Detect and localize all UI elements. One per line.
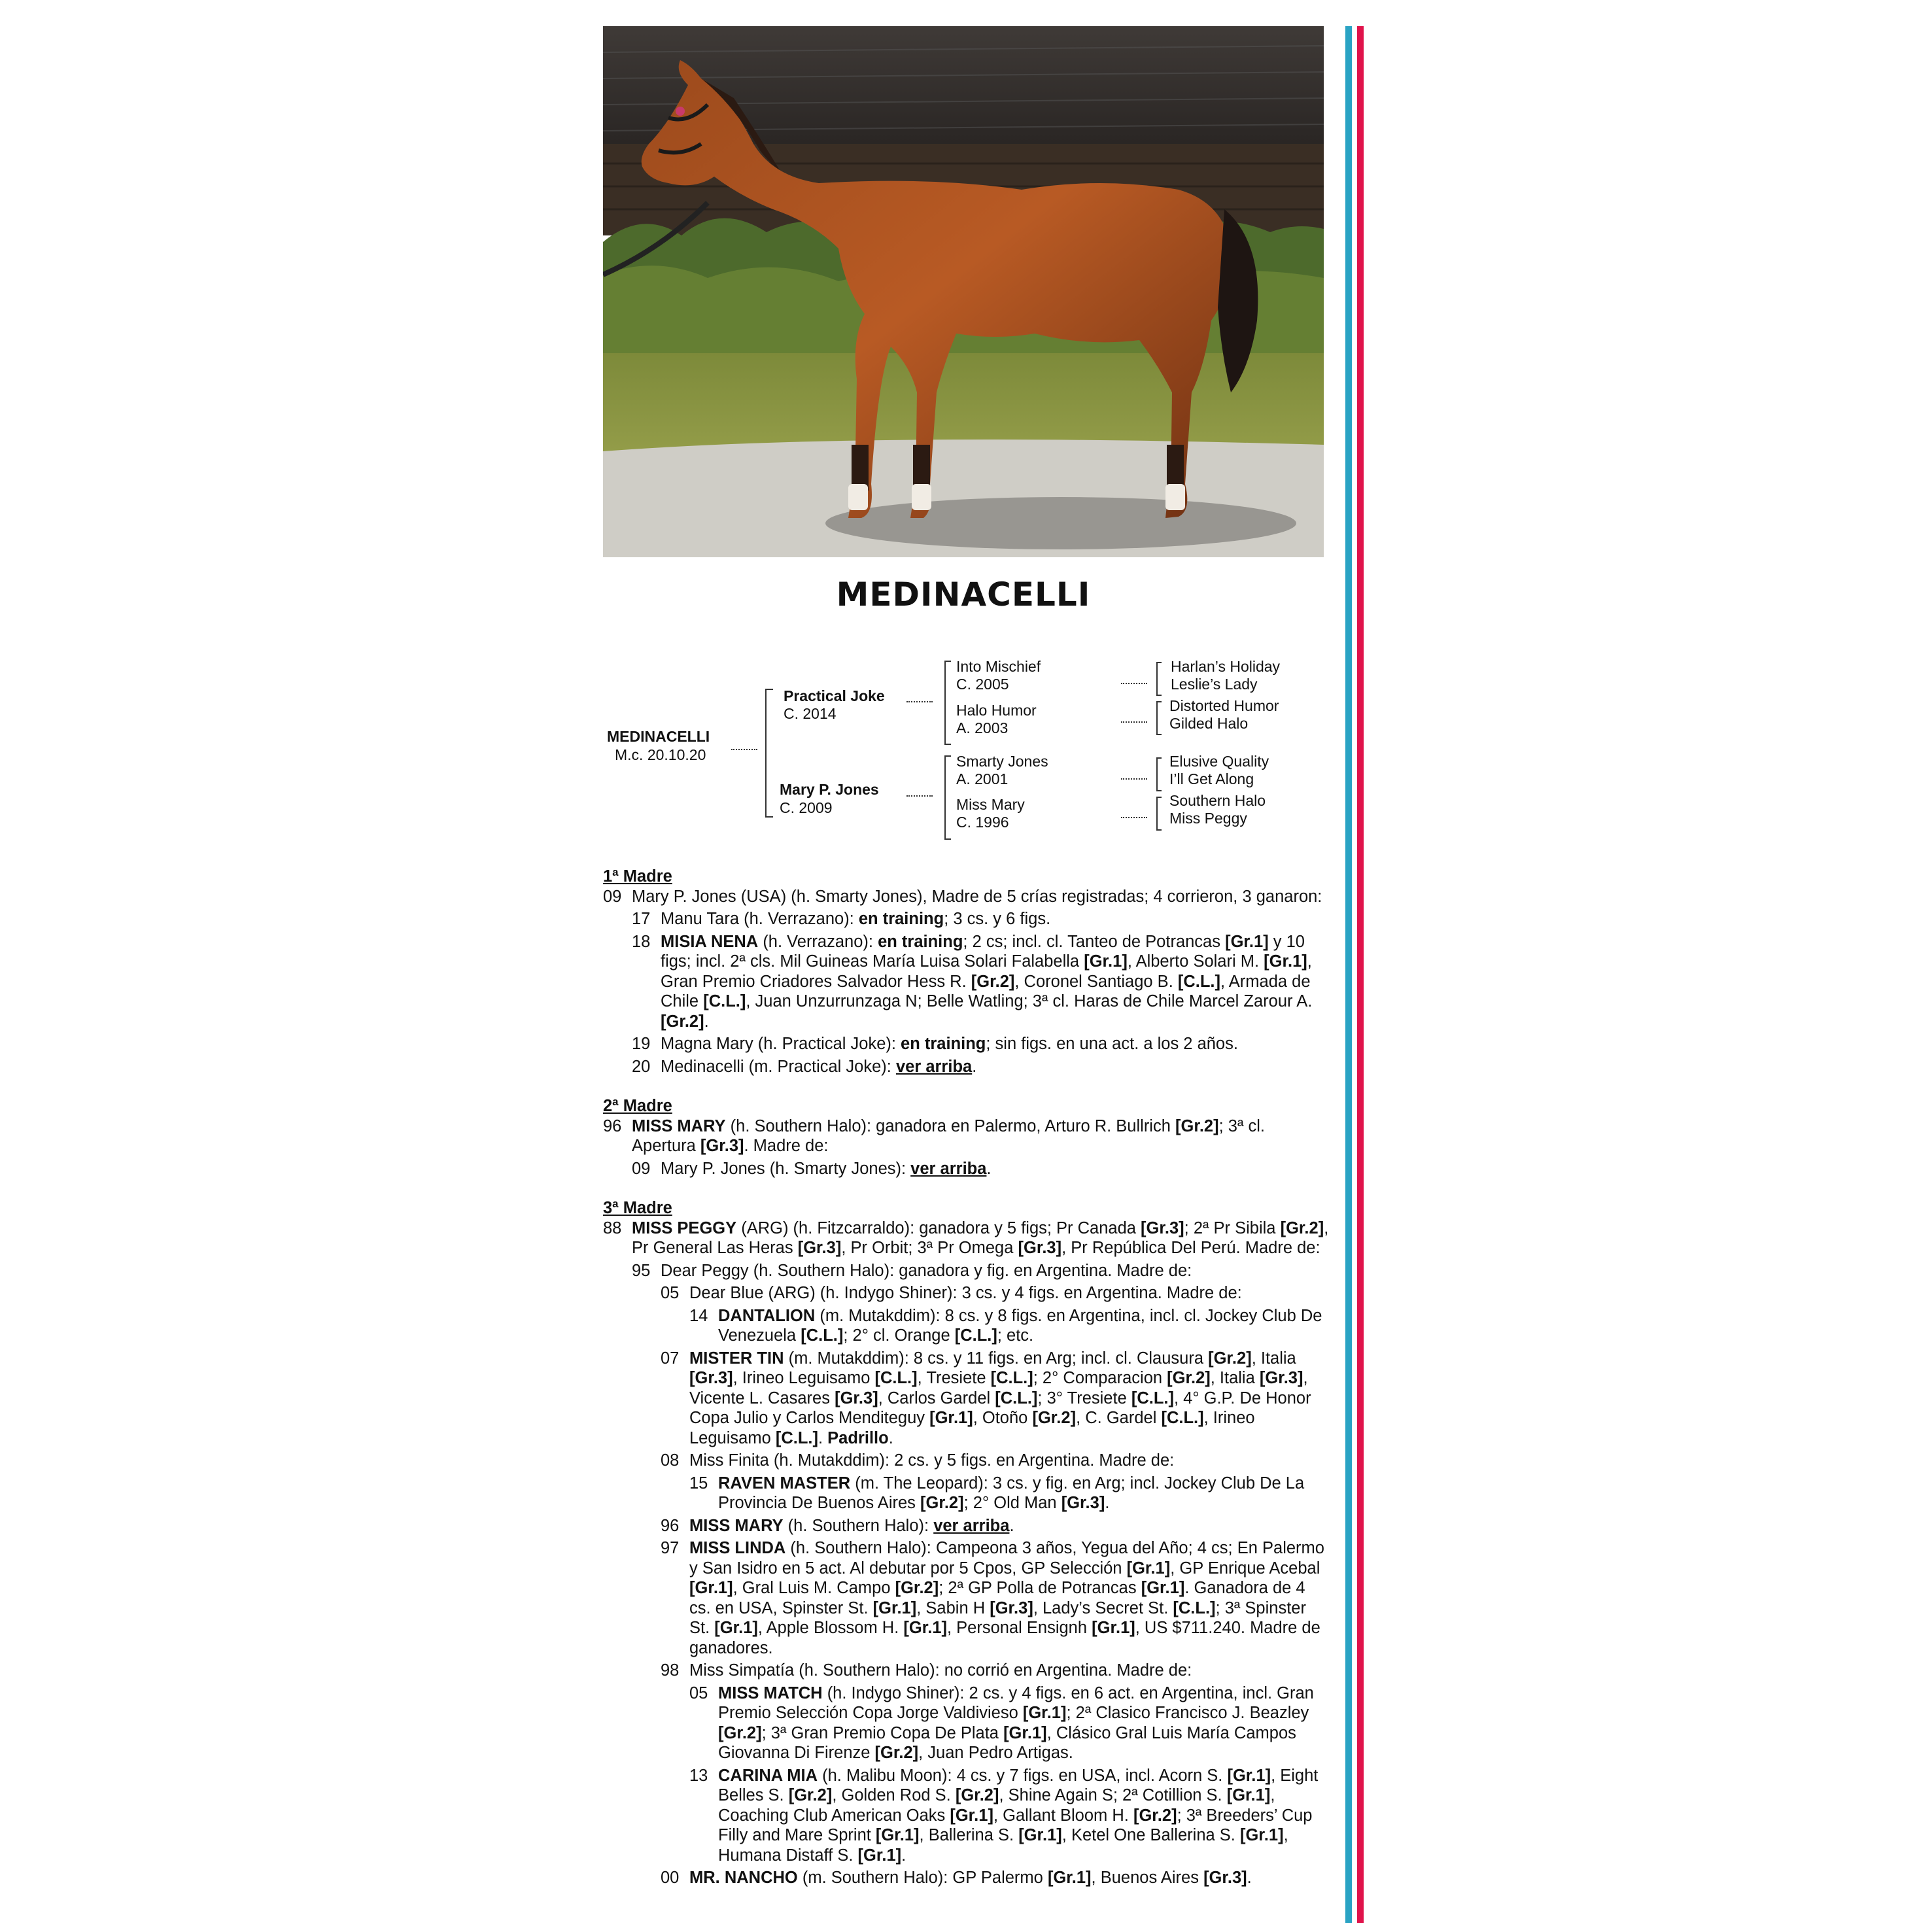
entry-year: 15 [689, 1474, 708, 1492]
entry-year: 00 [661, 1869, 680, 1887]
entry-year: 96 [661, 1516, 680, 1535]
entry-year: 18 [632, 932, 651, 951]
pedigree-ds-info: A. 2001 [956, 770, 1009, 787]
entry-year: 09 [603, 887, 622, 906]
pedigree-entry [603, 1116, 1329, 1156]
entry-year: 98 [661, 1661, 680, 1680]
entry-text: Manu Tara (h. Verrazano): en training; 3 cs. y 6 figs. [661, 910, 1051, 928]
pedigree-entry [603, 1451, 1329, 1471]
pedigree-entry [603, 887, 1329, 907]
entry-year: 20 [632, 1057, 651, 1076]
pedigree-sd-name: Halo Humor [956, 702, 1037, 719]
entry-year: 96 [603, 1116, 622, 1135]
pedigree-entry [603, 1516, 1329, 1536]
pedigree-entry [603, 1306, 1329, 1346]
pedigree-entry [603, 1261, 1329, 1281]
section-heading: 1ª Madre [603, 867, 672, 886]
pedigree-entry [603, 1057, 1329, 1077]
entry-year: 19 [632, 1035, 651, 1053]
pedigree-entry [603, 909, 1329, 929]
pedigree-sss: Harlan’s Holiday [1171, 658, 1281, 675]
pedigree-entry [603, 1474, 1329, 1513]
pedigree-dd-info: C. 1996 [956, 814, 1009, 831]
pedigree-dd-name: Miss Mary [956, 796, 1025, 813]
pedigree-entry [603, 1159, 1329, 1179]
entry-year: 97 [661, 1539, 680, 1557]
entry-year: 95 [632, 1261, 651, 1280]
pedigree-subject-info: M.c. 20.10.20 [615, 746, 706, 763]
entry-text: MISS MARY (h. Southern Halo): ganadora en Palermo, Arturo R. Bullrich [Gr.2]; 3ª cl. Apertura [Gr.3]. Madre de: [632, 1116, 1265, 1155]
entry-text: Magna Mary (h. Practical Joke): en training; sin figs. en una act. a los 2 años. [661, 1035, 1238, 1053]
pedigree-sds: Distorted Humor [1169, 697, 1279, 714]
entry-text: MISS LINDA (h. Southern Halo): Campeona 3 años, Yegua del Año; 4 cs; En Palermo y San Isidro en 5 act. Al debutar por 5 Cpos, GP Selección [Gr.1], GP Enrique Acebal [Gr.1], Gral Luis M. Campo [Gr.2]; 2ª GP Polla de Potrancas [Gr.1]. Ganadora de 4 cs. en USA, Spinster St. [Gr.1], Sabin H [Gr.3], Lady’s Secret St. [C.L.]; 3ª Spinster St. [Gr.1], Apple Blossom H. [Gr.1], Personal Ensignh [Gr.1], US $711.240. Madre de ganadores. [689, 1539, 1324, 1657]
entry-text: Miss Finita (h. Mutakddim): 2 cs. y 5 figs. en Argentina. Madre de: [689, 1451, 1175, 1470]
entry-text: MR. NANCHO (m. Southern Halo): GP Palermo [Gr.1], Buenos Aires [Gr.3]. [689, 1869, 1252, 1887]
entry-text: MISS MARY (h. Southern Halo): ver arriba. [689, 1516, 1014, 1535]
pedigree-entry [603, 932, 1329, 1032]
pedigree-entry [603, 1034, 1329, 1054]
pedigree-subject-name: MEDINACELLI [607, 728, 710, 745]
entry-text: Mary P. Jones (USA) (h. Smarty Jones), Madre de 5 crías registradas; 4 corrieron, 3 ganaron: [632, 887, 1322, 906]
decorative-stripe-blue [1345, 26, 1352, 1923]
pedigree-sire-info: C. 2014 [784, 705, 837, 722]
entry-text: Dear Peggy (h. Southern Halo): ganadora y fig. en Argentina. Madre de: [661, 1261, 1192, 1280]
entry-text: Mary P. Jones (h. Smarty Jones): ver arriba. [661, 1159, 992, 1178]
pedigree-ddd: Miss Peggy [1169, 810, 1247, 827]
section-heading: 2ª Madre [603, 1097, 672, 1115]
decorative-stripe-red [1357, 26, 1364, 1923]
entry-text: Dear Blue (ARG) (h. Indygo Shiner): 3 cs. y 4 figs. en Argentina. Madre de: [689, 1284, 1242, 1302]
pedigree-ss-name: Into Mischief [956, 658, 1041, 675]
pedigree-entry [603, 1218, 1329, 1258]
entry-text: MISS PEGGY (ARG) (h. Fitzcarraldo): ganadora y 5 figs; Pr Canada [Gr.3]; 2ª Pr Sibila [Gr.2], Pr General Las Heras [Gr.3], Pr Orbit; 3ª Pr Omega [Gr.3], Pr República Del Perú. Madre de: [632, 1218, 1329, 1257]
entry-year: 05 [661, 1284, 680, 1302]
horse-photo [603, 26, 1324, 557]
pedigree-entry [603, 1283, 1329, 1303]
pedigree-dam-info: C. 2009 [780, 799, 833, 816]
entry-year: 17 [632, 910, 651, 928]
entry-year: 88 [603, 1218, 622, 1237]
entry-text: MISIA NENA (h. Verrazano): en training; 2 cs; incl. cl. Tanteo de Potrancas [Gr.1] y 10 figs; incl. 2ª cls. Mil Guineas María Luisa Solari Falabella [Gr.1], Alberto Solari M. [Gr.1], Gran Premio Criadores Salvador Hess R. [Gr.2], Coronel Santiago B. [C.L.], Armada de Chile [C.L.], Juan Unzurrunzaga N; Belle Watling; 3ª cl. Haras de Chile Marcel Zarour A. [Gr.2]. [661, 932, 1313, 1031]
pedigree-dsd: I’ll Get Along [1169, 770, 1254, 787]
family-record [603, 867, 1329, 1891]
entry-year: 09 [632, 1159, 651, 1178]
pedigree-ss-info: C. 2005 [956, 676, 1009, 693]
pedigree-chart [603, 654, 1324, 850]
pedigree-sd-info: A. 2003 [956, 719, 1009, 736]
entry-text: Medinacelli (m. Practical Joke): ver arriba. [661, 1057, 977, 1076]
pedigree-dss: Elusive Quality [1169, 753, 1269, 770]
pedigree-entry [603, 1661, 1329, 1681]
pedigree-sdd: Gilded Halo [1169, 715, 1249, 732]
entry-year: 14 [689, 1306, 708, 1325]
entry-text: MISTER TIN (m. Mutakddim): 8 cs. y 11 figs. en Arg; incl. cl. Clausura [Gr.2], Italia [Gr.3], Irineo Leguisamo [C.L.], Tresiete [C.L.]; 2° Comparacion [Gr.2], Italia [Gr.3], Vicente L. Casares [Gr.3], Carlos Gardel [C.L.]; 3° Tresiete [C.L.], 4° G.P. De Honor Copa Julio y Carlos Menditeguy [Gr.1], Otoño [Gr.2], C. Gardel [C.L.], Irineo Leguisamo [C.L.]. Padrillo. [689, 1349, 1311, 1447]
pedigree-entry [603, 1349, 1329, 1449]
entry-year: 05 [689, 1683, 708, 1702]
pedigree-entry [603, 1766, 1329, 1866]
entry-text: RAVEN MASTER (m. The Leopard): 3 cs. y fig. en Arg; incl. Jockey Club De La Provincia De Buenos Aires [Gr.2]; 2° Old Man [Gr.3]. [718, 1474, 1305, 1512]
pedigree-entry [603, 1538, 1329, 1658]
entry-year: 08 [661, 1451, 680, 1470]
pedigree-ssd: Leslie’s Lady [1171, 676, 1258, 693]
entry-text: MISS MATCH (h. Indygo Shiner): 2 cs. y 4 figs. en 6 act. en Argentina, incl. Gran Premio Selección Copa Jorge Valdivieso [Gr.1]; 2ª Clasico Francisco J. Beazley [Gr.2]; 3ª Gran Premio Copa De Plata [Gr.1], Clásico Gral Luis María Campos Giovanna Di Firenze [Gr.2], Juan Pedro Artigas. [718, 1683, 1314, 1762]
pedigree-sire-name: Practical Joke [784, 687, 885, 704]
entry-text: DANTALION (m. Mutakddim): 8 cs. y 8 figs. en Argentina, incl. cl. Jockey Club De Venezuela [C.L.]; 2° cl. Orange [C.L.]; etc. [718, 1306, 1322, 1345]
pedigree-ds-name: Smarty Jones [956, 753, 1048, 770]
horse-title: MEDINACELLI [836, 576, 1091, 613]
pedigree-dds: Southern Halo [1169, 792, 1266, 809]
section-heading: 3ª Madre [603, 1199, 672, 1217]
entry-year: 07 [661, 1349, 680, 1368]
entry-text: Miss Simpatía (h. Southern Halo): no corrió en Argentina. Madre de: [689, 1661, 1192, 1680]
pedigree-entry [603, 1683, 1329, 1763]
entry-text: CARINA MIA (h. Malibu Moon): 4 cs. y 7 figs. en USA, incl. Acorn S. [Gr.1], Eight Belles S. [Gr.2], Golden Rod S. [Gr.2], Shine Again S; 2ª Cotillion S. [Gr.1], Coaching Club American Oaks [Gr.1], Gallant Bloom H. [Gr.2]; 3ª Breeders’ Cup Filly and Mare Sprint [Gr.1], Ballerina S. [Gr.1], Ketel One Ballerina S. [Gr.1], Humana Distaff S. [Gr.1]. [718, 1766, 1319, 1865]
pedigree-entry [603, 1868, 1329, 1888]
entry-year: 13 [689, 1766, 708, 1785]
pedigree-dam-name: Mary P. Jones [780, 781, 879, 798]
